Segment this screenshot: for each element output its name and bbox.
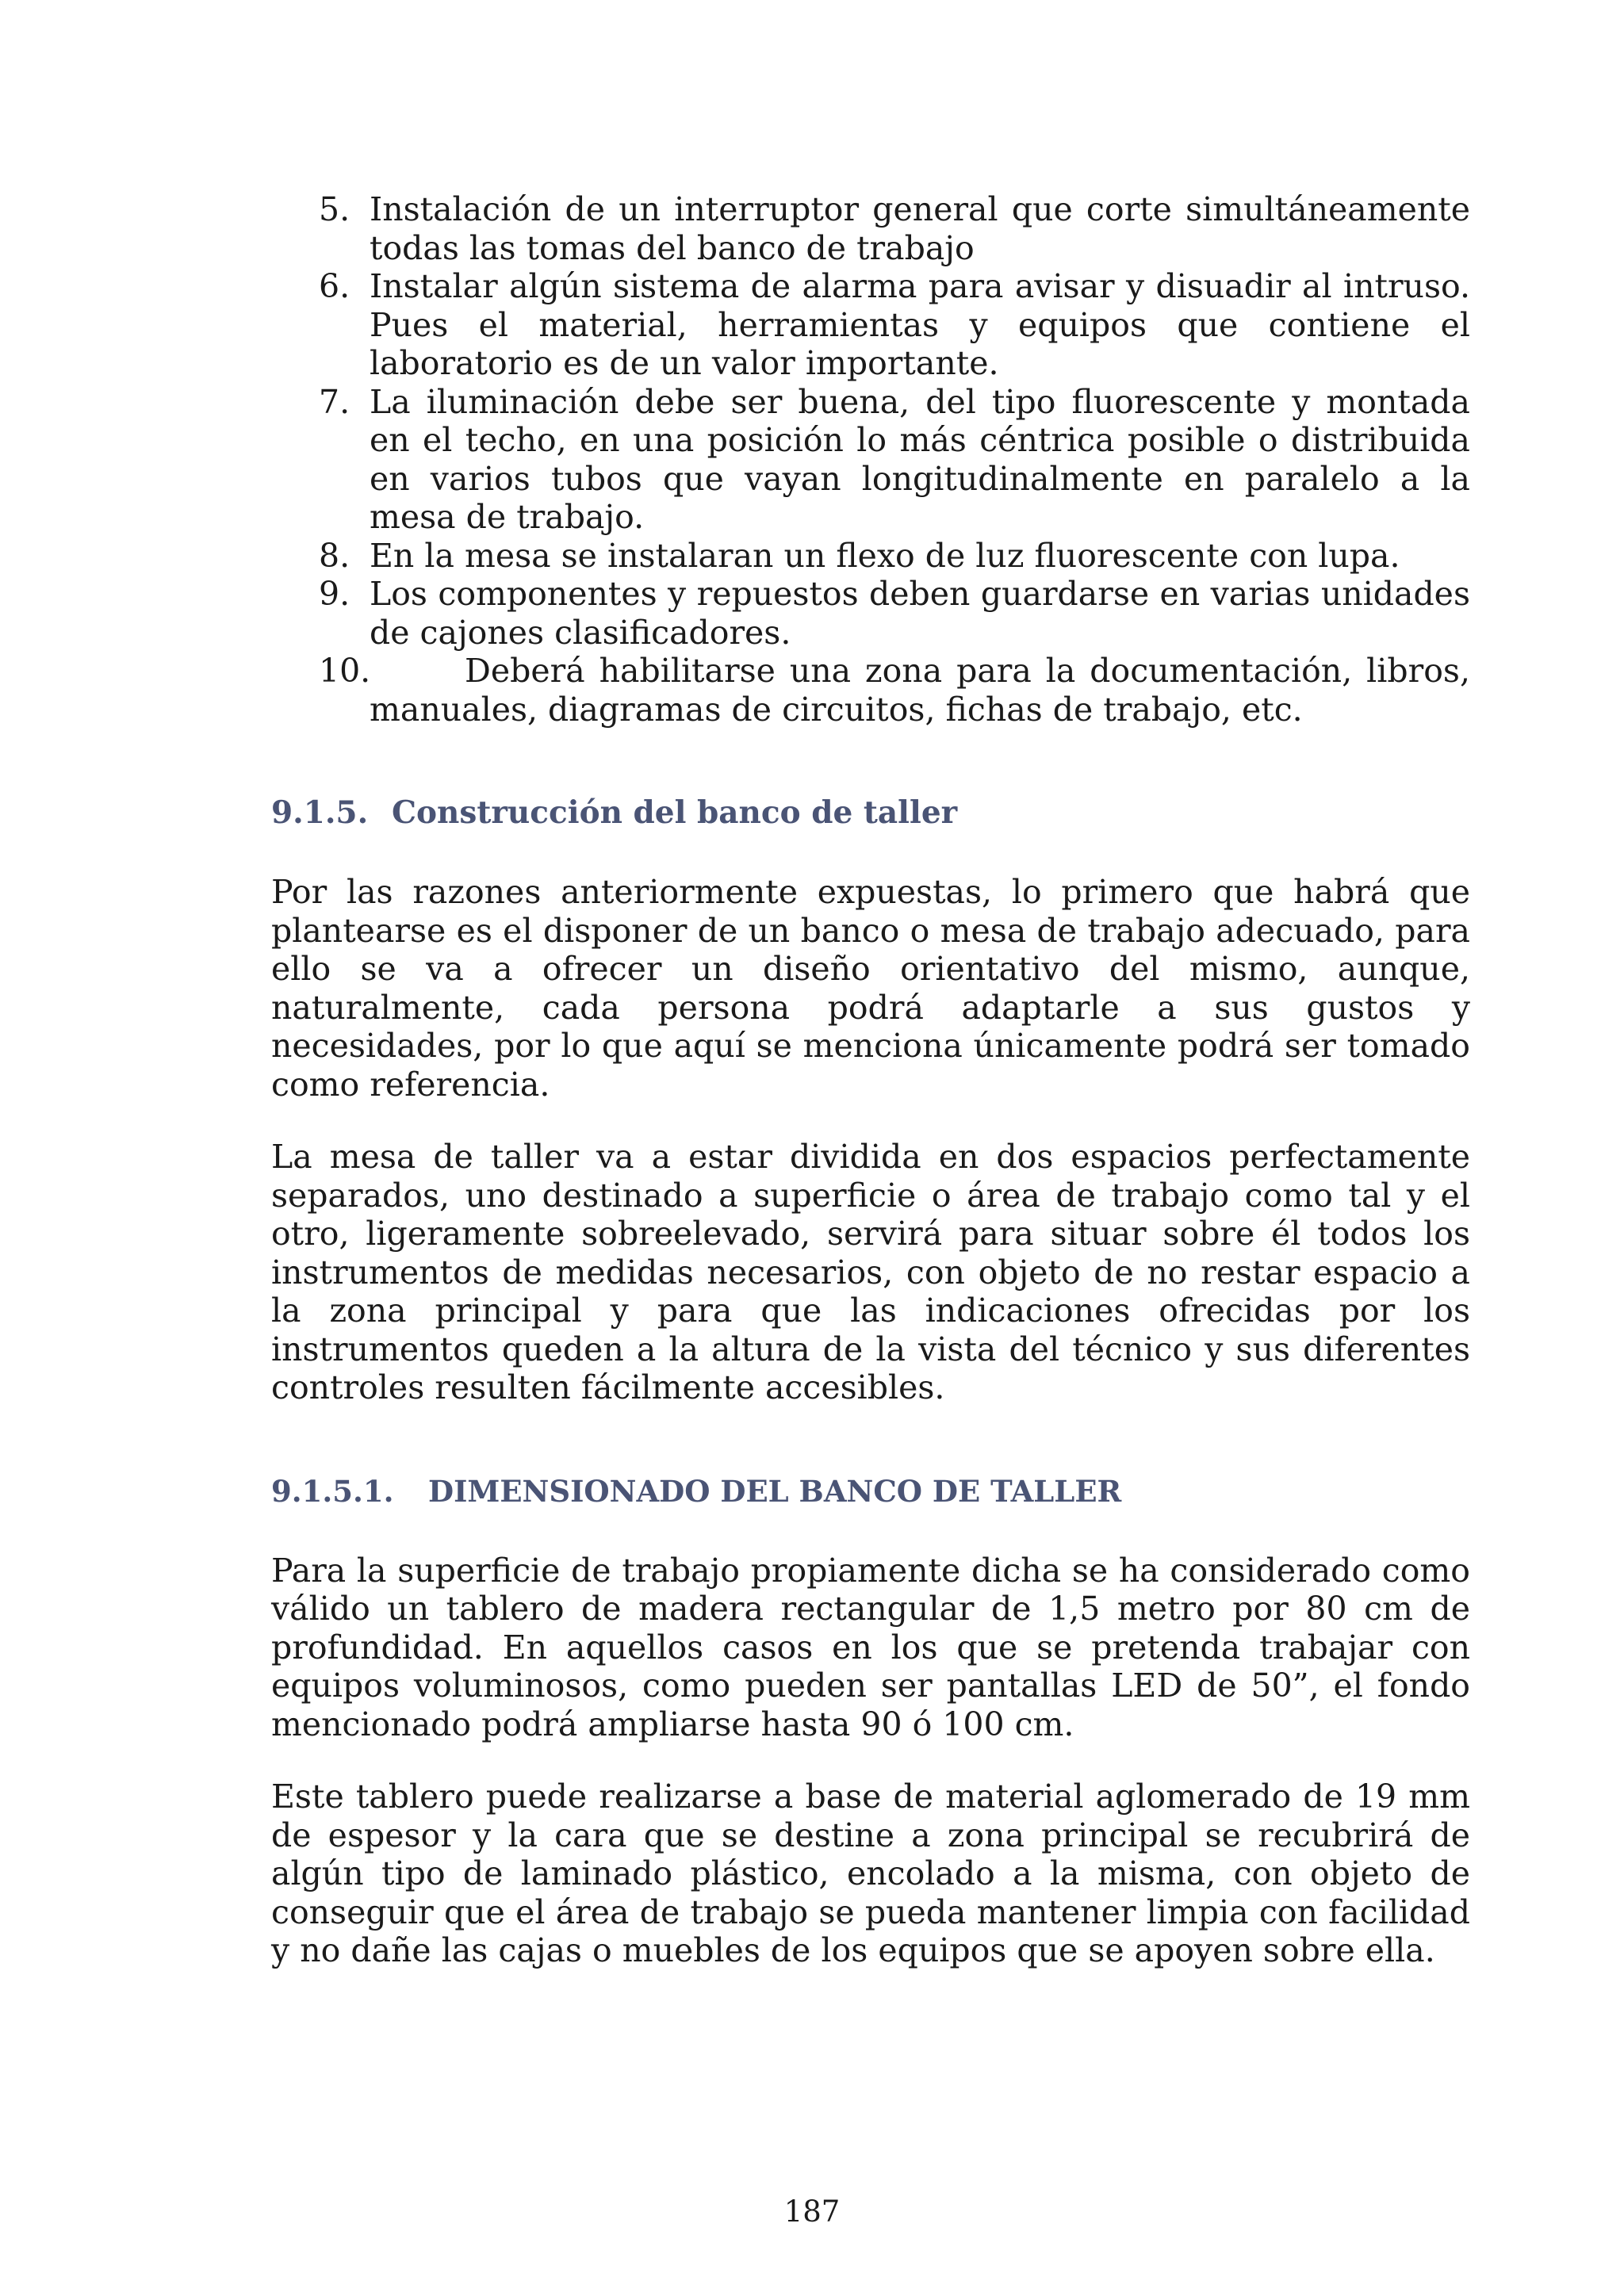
list-item <box>271 575 1470 652</box>
list-item-number: 10. <box>319 652 371 690</box>
list-item <box>271 267 1470 383</box>
subsection-title: DIMENSIONADO DEL BANCO DE TALLER <box>428 1473 1122 1509</box>
numbered-list <box>271 190 1470 729</box>
list-item <box>271 537 1470 576</box>
section-title: Construcción del banco de taller <box>392 794 958 831</box>
section-paragraph: Por las razones anteriormente expuestas, lo primero que habrá que plantearse es el disponer de un banco o mesa de trabajo adecuado, para ello se va a ofrecer un diseño orientativo del mismo, aunque, naturalmente, cada persona podrá adaptarle a sus gustos y necesidades, por lo que aquí se menciona únicamente podrá ser tomado como referencia. <box>271 873 1470 1104</box>
section-paragraph: La mesa de taller va a estar dividida en dos espacios perfectamente separados, uno destinado a superficie o área de trabajo como tal y el otro, ligeramente sobreelevado, servirá para situar sobre él todos los instrumentos de medidas necesarios, con objeto de no restar espacio a la zona principal y para que las indicaciones ofrecidas por los instrumentos queden a la altura de la vista del técnico y sus diferentes controles resulten fácilmente accesibles. <box>271 1138 1470 1406</box>
subsection-heading <box>271 1472 1470 1510</box>
list-item-number: 9. <box>319 575 350 613</box>
subsection-number: 9.1.5.1. <box>271 1473 394 1509</box>
page-content <box>271 190 1470 1970</box>
list-item-text: En la mesa se instalaran un flexo de luz fluorescente con lupa. <box>370 536 1400 575</box>
section-heading <box>271 794 1470 832</box>
list-item-text: La iluminación debe ser buena, del tipo fluorescente y montada en el techo, en una posición lo más céntrica posible o distribuida en varios tubos que vayan longitudinalmente en paralelo a la mesa de trabajo. <box>370 382 1470 536</box>
list-item-text: Instalar algún sistema de alarma para avisar y disuadir al intruso. Pues el material, herramientas y equipos que contiene el laboratorio es de un valor importante. <box>370 267 1470 382</box>
list-item-text: Instalación de un interruptor general que corte simultáneamente todas las tomas del banco de trabajo <box>370 190 1470 267</box>
list-item-number: 8. <box>319 536 350 575</box>
subsection-paragraph: Para la superficie de trabajo propiamente dicha se ha considerado como válido un tablero de madera rectangular de 1,5 metro por 80 cm de profundidad. En aquellos casos en los que se pretenda trabajar con equipos voluminosos, como pueden ser pantallas LED de 50”, el fondo mencionado podrá ampliarse hasta 90 ó 100 cm. <box>271 1551 1470 1743</box>
list-item <box>271 652 1470 729</box>
list-item-number: 7. <box>319 382 350 421</box>
list-item <box>271 190 1470 267</box>
list-item-number: 6. <box>319 267 350 305</box>
list-item-number: 5. <box>319 190 350 228</box>
list-item-text: Deberá habilitarse una zona para la documentación, libros, manuales, diagramas de circuitos, fichas de trabajo, etc. <box>370 652 1470 729</box>
section-number: 9.1.5. <box>271 794 369 831</box>
subsection-paragraph: Este tablero puede realizarse a base de material aglomerado de 19 mm de espesor y la cara que se destine a zona principal se recubrirá de algún tipo de laminado plástico, encolado a la misma, con objeto de conseguir que el área de trabajo se pueda mantener limpia con facilidad y no dañe las cajas o muebles de los equipos que se apoyen sobre ella. <box>271 1777 1470 1969</box>
list-item <box>271 383 1470 537</box>
list-item-text: Los componentes y repuestos deben guardarse en varias unidades de cajones clasificadores. <box>370 575 1470 652</box>
page-number: 187 <box>783 2195 841 2229</box>
